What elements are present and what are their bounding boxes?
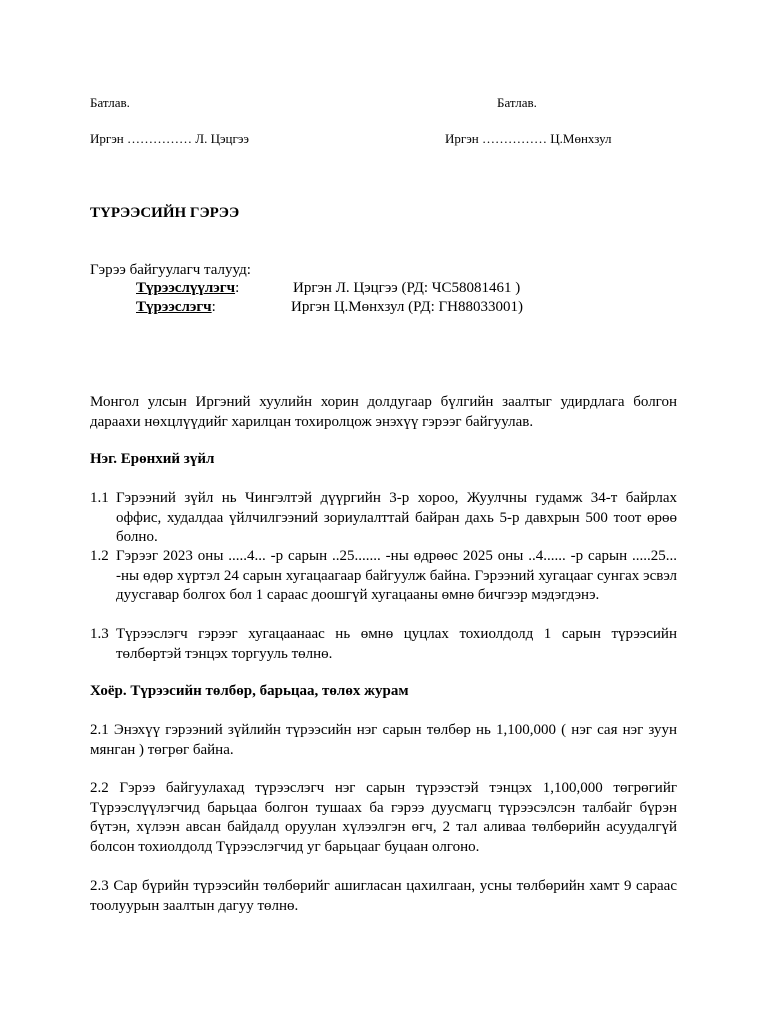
list-item-text: Түрээслэгч гэрээг хугацаанаас нь өмнө цуцлах тохиолдолд 1 сарын түрээсийн төлбөртэй тэнцэх торгууль төлнө. <box>116 626 677 662</box>
list-item <box>90 547 677 606</box>
right-signer-line: Иргэн …………… Ц.Мөнхзул <box>445 131 612 146</box>
list-item-number: 1.3 <box>90 626 109 642</box>
list-item-number: 1.2 <box>90 548 109 564</box>
left-signer-line: Иргэн …………… Л. Цэцгээ <box>90 131 249 146</box>
lessor-value: Иргэн Л. Цэцгээ (РД: ЧС58081461 ) <box>293 280 521 296</box>
clause-2-3-paragraph: 2.3 Сар бүрийн түрээсийн төлбөрийг ашигласан цахилгаан, усны төлбөрийн хамт 9 сараас тоолуурын заалтын дагуу төлнө. <box>90 878 677 914</box>
list-item <box>90 625 677 664</box>
lessee-role-label: Түрээслэгч <box>136 299 212 315</box>
lessee-role-colon: : <box>211 299 216 315</box>
lessor-role-label: Түрээслүүлэгч <box>136 280 236 296</box>
clause-2-1-paragraph: 2.1 Энэхүү гэрээний зүйлийн түрээсийн нэг сарын төлбөр нь 1,100,000 ( нэг сая нэг зуун мянган ) төгрөг байна. <box>90 722 677 758</box>
clause-2-2-paragraph: 2.2 Гэрээ байгуулахад түрээслэгч нэг сарын түрээстэй тэнцэх 1,100,000 төгрөгийг Түрээслүүлэгчид барьцаа болгон тушаах ба гэрээ дуусмагц түрээсэлсэн талбайг бүрэн бүтэн, хүлээн авсан байдалд оруулан хүлээлгэн өгч, 2 тал аливаа төлбөрийн асуудалгүй болсон тохиолдолд Түрээслэгчид уг барьцааг буцаан олгоно. <box>90 780 677 855</box>
list-item-number: 1.1 <box>90 490 109 506</box>
preamble-paragraph: Монгол улсын Иргэний хуулийн хорин долдугаар бүлгийн заалтыг удирдлага болгон дараахи нөхцлүүдийг харилцан тохиролцож энэхүү гэрээг байгуулав. <box>90 394 677 430</box>
lessor-role <box>136 280 239 297</box>
lessee-value: Иргэн Ц.Мөнхзул (РД: ГН88033001) <box>291 299 523 315</box>
list-item-text: Гэрээний зүйл нь Чингэлтэй дүүргийн 3-р хороо, Жуулчны гудамж 34-т байрлах оффис, худалдаа үйлчилгээний зориулалттай байран дахь 5-р давхрын 500 тоот өрөө болно. <box>116 490 677 545</box>
section1-heading: Нэг. Ерөнхий зүйл <box>90 451 215 467</box>
section2-heading: Хоёр. Түрээсийн төлбөр, барьцаа, төлөх журам <box>90 683 409 699</box>
parties-intro: Гэрээ байгуулагч талууд: <box>90 262 251 278</box>
lessee-role <box>136 299 216 316</box>
lessor-role-colon: : <box>235 280 240 296</box>
left-approve-label: Батлав. <box>90 95 130 110</box>
list-item <box>90 489 677 548</box>
list-item-text: Гэрээг 2023 оны .....4... -р сарын ..25....... -ны өдрөөс 2025 оны ..4...... -р сарын .....25... -ны өдөр хүртэл 24 сарын хугацаагаар байгуулж байна. Гэрээний хугацааг сунгах эсвэл дуусгавар болгох бол 1 сараас доошгүй хугацааны өмнө бичгээр мэдэгдэнэ. <box>116 548 677 603</box>
document-title: ТҮРЭЭСИЙН ГЭРЭЭ <box>90 205 240 221</box>
right-approve-label: Батлав. <box>497 95 537 110</box>
